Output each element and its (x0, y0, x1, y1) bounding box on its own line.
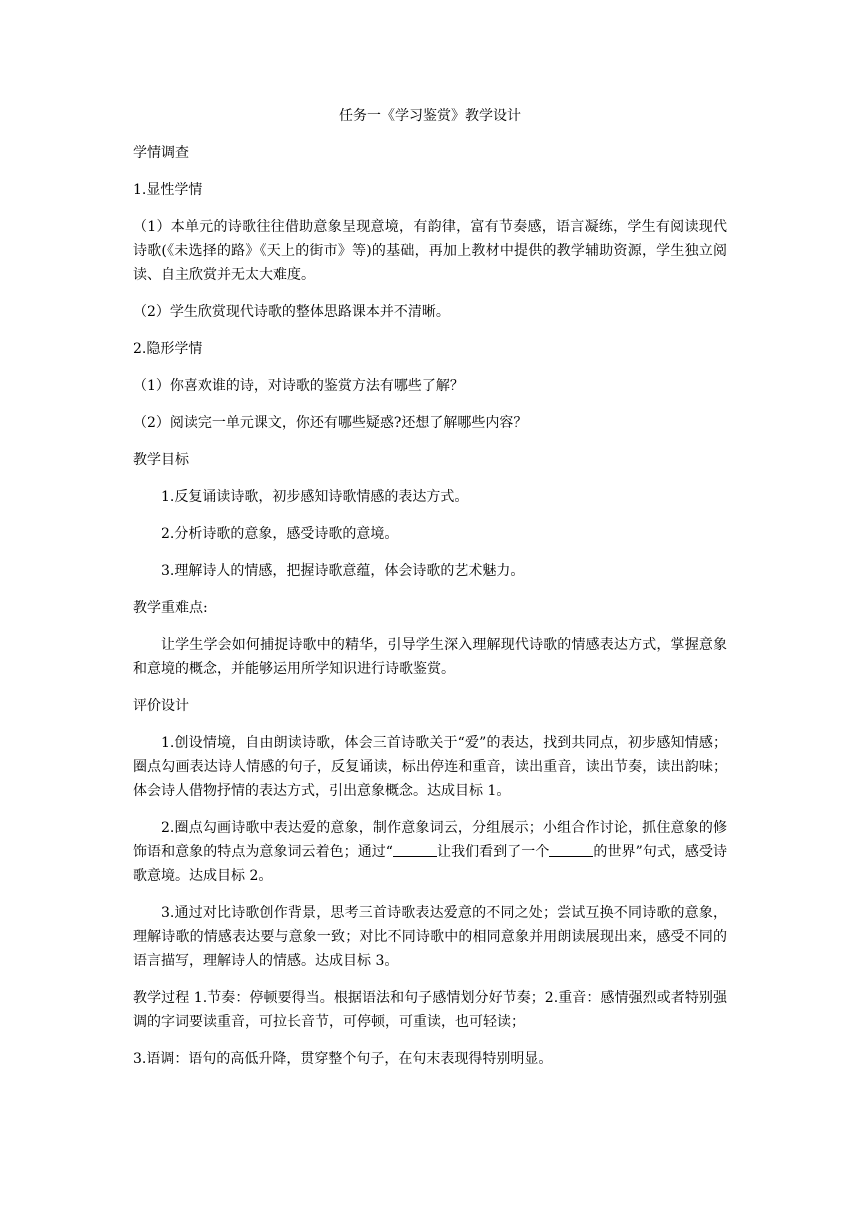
paragraph-explicit-2: （2）学生欣赏现代诗歌的整体思路课本并不清晰。 (133, 304, 450, 320)
document-title: 任务一《学习鉴赏》教学设计 (339, 108, 521, 124)
document-body (133, 104, 727, 1084)
goal-item-2: 2.分析诗歌的意象，感受诗歌的意境。 (161, 526, 399, 542)
paragraph-process-2: 3.语调：语句的高低升降，贯穿整个句子，在句末表现得特别明显。 (133, 1051, 553, 1067)
paragraph-implicit-2: （2）阅读完一单元课文，你还有哪些疑惑?还想了解哪些内容？ (133, 415, 528, 431)
paragraph-process-1: 教学过程 1.节奏：停顿要得当。根据语法和句子感情划分好节奏；2.重音：感情强烈或者特别强调的字词要读重音，可拉长音节，可停顿，可重读，也可轻读； (133, 990, 727, 1030)
subheading-implicit: 2.隐形学情 (133, 341, 203, 357)
goal-item-3: 3.理解诗人的情感，把握诗歌意蕴，体会诗歌的艺术魅力。 (161, 563, 525, 579)
section-heading-survey: 学情调查 (133, 145, 189, 161)
fill-blank-1 (393, 842, 437, 857)
goal-item-1: 1.反复诵读诗歌，初步感知诗歌情感的表达方式。 (161, 489, 469, 505)
section-heading-goals: 教学目标 (133, 452, 189, 468)
paragraph-evaluation-1: 1.创设情境，自由朗读诗歌，体会三首诗歌关于“爱”的表达，找到共同点，初步感知情感；圈点勾画表达诗人情感的句子，反复诵读，标出停连和重音，读出重音，读出节奏，读出韵味；体会诗人借物抒情的表达方式，引出意象概念。达成目标 1。 (133, 735, 727, 799)
evaluation-2-part-b: 让我们看到了一个 (436, 844, 550, 860)
evaluation-2-part-a: 2.圈点勾画诗歌中表达爱的意象，制作意象词云，分组展示；小组合作讨论，抓住意象的修饰语和意象的特点为意象词云着色；通过“ (133, 820, 727, 860)
paragraph-implicit-1: （1）你喜欢谁的诗，对诗歌的鉴赏方法有哪些了解？ (133, 378, 464, 394)
section-heading-key-points: 教学重难点: (133, 600, 208, 616)
evaluation-2-part-c: 的世界”句式，感受诗歌意境。达成目标 2。 (133, 844, 727, 884)
section-heading-evaluation: 评价设计 (133, 698, 189, 714)
paragraph-evaluation-2 (133, 816, 727, 888)
subheading-explicit: 1.显性学情 (133, 182, 203, 198)
fill-blank-2 (549, 842, 593, 857)
paragraph-evaluation-3: 3.通过对比诗歌创作背景，思考三首诗歌表达爱意的不同之处；尝试互换不同诗歌的意象，理解诗歌的情感表达要与意象一致；对比不同诗歌中的相同意象并用朗读展现出来，感受不同的语言描写，理解诗人的情感。达成目标 3。 (133, 905, 727, 969)
paragraph-key-points: 让学生学会如何捕捉诗歌中的精华，引导学生深入理解现代诗歌的情感表达方式，掌握意象和意境的概念，并能够运用所学知识进行诗歌鉴赏。 (133, 637, 727, 677)
paragraph-explicit-1: （1）本单元的诗歌往往借助意象呈现意境，有韵律，富有节奏感，语言凝练，学生有阅读现代诗歌(《未选择的路》《天上的街市》等)的基础，再加上教材中提供的教学辅助资源，学生独立阅读、自主欣赏并无太大难度。 (133, 219, 727, 283)
